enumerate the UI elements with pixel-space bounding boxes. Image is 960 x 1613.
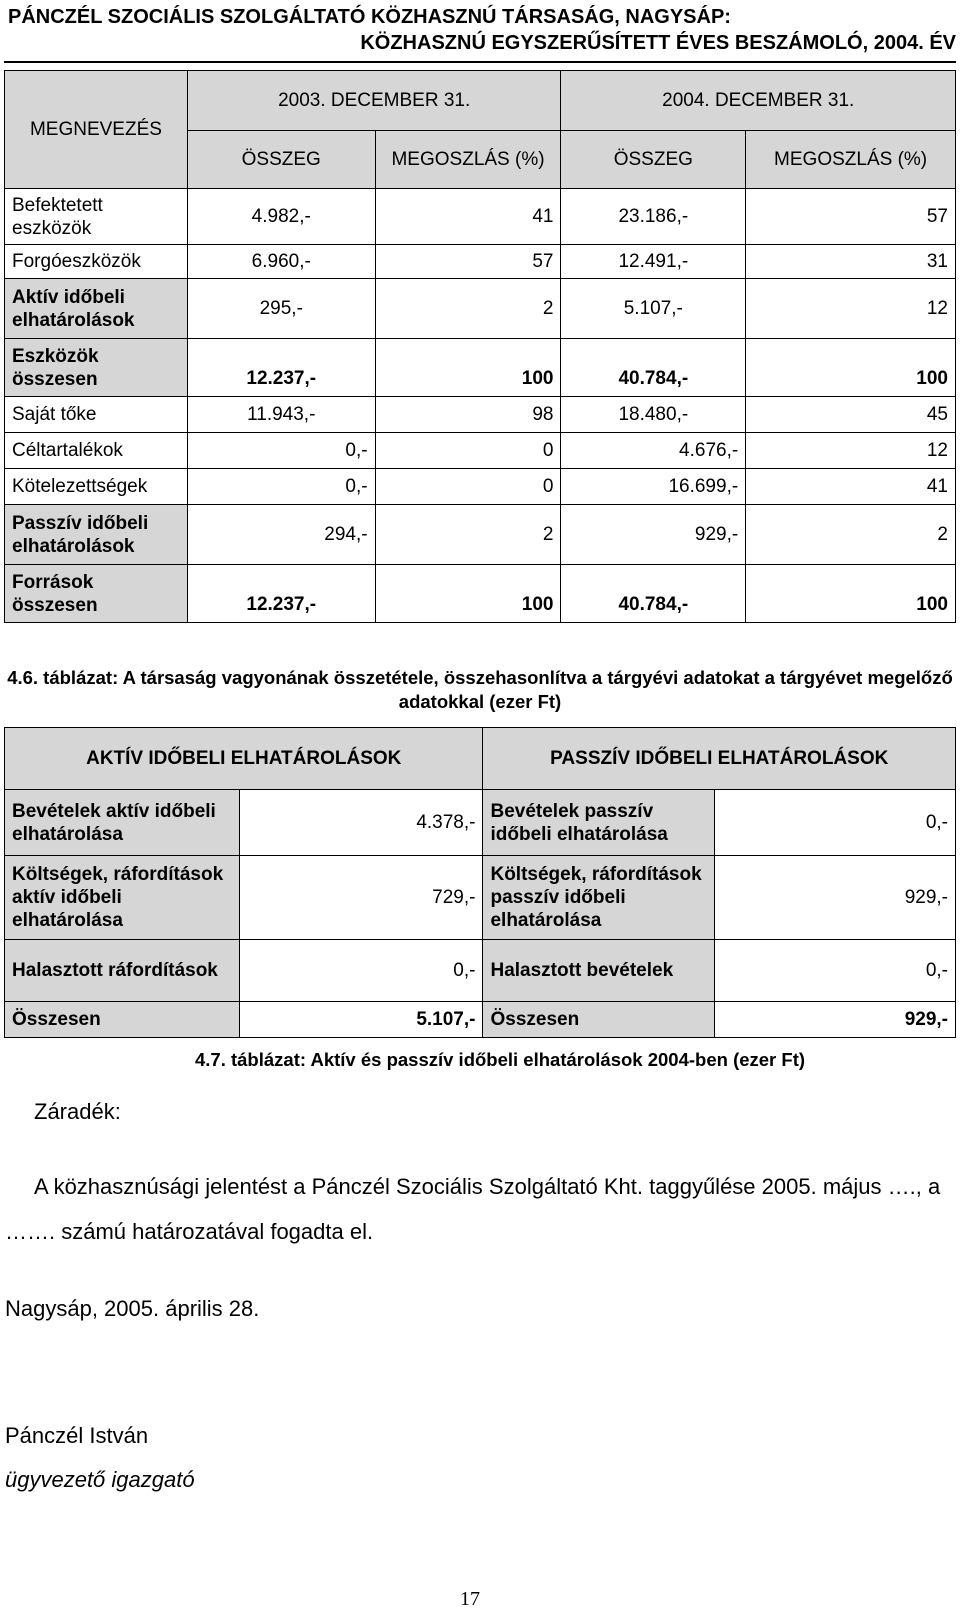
cell-megoszlas-2003: 2 — [375, 279, 561, 339]
cell-megoszlas-2003: 0 — [375, 469, 561, 505]
left-row-value: 0,- — [239, 940, 483, 1002]
cell-osszeg-2004: 40.784,- — [561, 565, 746, 623]
cell-megoszlas-2004: 2 — [746, 505, 956, 565]
table-row — [5, 433, 956, 469]
cell-osszeg-2003: 6.960,- — [187, 245, 375, 279]
left-row-value: 729,- — [239, 856, 483, 940]
col-header-osszeg-2003: ÖSSZEG — [187, 131, 375, 189]
cell-osszeg-2004: 16.699,- — [561, 469, 746, 505]
cell-megoszlas-2004: 12 — [746, 279, 956, 339]
header-aktiv-elhatarolasok: AKTÍV IDŐBELI ELHATÁROLÁSOK — [5, 728, 483, 790]
report-header-line1: PÁNCZÉL SZOCIÁLIS SZOLGÁLTATÓ KÖZHASZNÚ TÁRSASÁG, NAGYSÁP: — [8, 6, 731, 28]
right-row-label: Bevételek passzív időbeli elhatárolása — [483, 790, 715, 856]
cell-osszeg-2004: 4.676,- — [561, 433, 746, 469]
left-total-value: 5.107,- — [239, 1002, 483, 1038]
cell-megoszlas-2003: 100 — [375, 339, 561, 397]
table-row — [5, 790, 956, 856]
signer-role: ügyvezető igazgató — [5, 1467, 195, 1492]
row-label: Aktív időbeli elhatárolások — [5, 279, 188, 339]
right-row-value: 929,- — [715, 856, 956, 940]
table-row — [5, 189, 956, 245]
col-header-year-2004: 2004. DECEMBER 31. — [561, 71, 956, 131]
cell-osszeg-2003: 0,- — [187, 469, 375, 505]
right-row-value: 0,- — [715, 790, 956, 856]
cell-megoszlas-2004: 12 — [746, 433, 956, 469]
row-label: Céltartalékok — [5, 433, 188, 469]
table-row-total — [5, 339, 956, 397]
table-row-total — [5, 1002, 956, 1038]
table-row — [5, 279, 956, 339]
cell-megoszlas-2004: 100 — [746, 339, 956, 397]
cell-megoszlas-2003: 2 — [375, 505, 561, 565]
cell-osszeg-2003: 12.237,- — [187, 339, 375, 397]
cell-osszeg-2004: 5.107,- — [561, 279, 746, 339]
cell-osszeg-2003: 0,- — [187, 433, 375, 469]
left-row-label: Költségek, ráfordítások aktív időbeli elhatárolása — [5, 856, 240, 940]
table-row — [5, 940, 956, 1002]
cell-megoszlas-2003: 0 — [375, 433, 561, 469]
header-divider — [4, 61, 956, 63]
cell-megoszlas-2004: 31 — [746, 245, 956, 279]
cell-megoszlas-2003: 41 — [375, 189, 561, 245]
table-caption-4-6: 4.6. táblázat: A társaság vagyonának összetétele, összehasonlítva a tárgyévi adatokat a tárgyévet megelőző adatokkal (ezer Ft) — [7, 667, 953, 712]
left-row-label: Halasztott ráfordítások — [5, 940, 240, 1002]
table-row-total — [5, 565, 956, 623]
row-label: Saját tőke — [5, 397, 188, 433]
right-row-value: 0,- — [715, 940, 956, 1002]
cell-osszeg-2003: 294,- — [187, 505, 375, 565]
cell-osszeg-2004: 12.491,- — [561, 245, 746, 279]
balance-table — [4, 70, 956, 623]
table-caption-4-7: 4.7. táblázat: Aktív és passzív időbeli elhatárolások 2004-ben (ezer Ft) — [194, 1049, 806, 1070]
cell-osszeg-2003: 12.237,- — [187, 565, 375, 623]
right-total-label: Összesen — [483, 1002, 715, 1038]
row-label: Forgóeszközök — [5, 245, 188, 279]
table-row — [5, 856, 956, 940]
page-number: 17 — [460, 1588, 480, 1610]
report-header-line2: KÖZHASZNÚ EGYSZERŰSÍTETT ÉVES BESZÁMOLÓ, 2004. ÉV — [360, 32, 956, 54]
table-row — [5, 245, 956, 279]
cell-megoszlas-2003: 98 — [375, 397, 561, 433]
right-row-label: Halasztott bevételek — [483, 940, 715, 1002]
col-header-megoszlas-2004: MEGOSZLÁS (%) — [746, 131, 956, 189]
cell-megoszlas-2004: 41 — [746, 469, 956, 505]
cell-osszeg-2003: 295,- — [187, 279, 375, 339]
cell-megoszlas-2004: 45 — [746, 397, 956, 433]
cell-megoszlas-2003: 57 — [375, 245, 561, 279]
col-header-megoszlas-2003: MEGOSZLÁS (%) — [375, 131, 561, 189]
col-header-osszeg-2004: ÖSSZEG — [561, 131, 746, 189]
cell-osszeg-2004: 23.186,- — [561, 189, 746, 245]
row-label: Eszközök összesen — [5, 339, 188, 397]
left-row-label: Bevételek aktív időbeli elhatárolása — [5, 790, 240, 856]
cell-megoszlas-2003: 100 — [375, 565, 561, 623]
row-label: Kötelezettségek — [5, 469, 188, 505]
col-header-megnevezes: MEGNEVEZÉS — [5, 71, 188, 189]
row-label: Források összesen — [5, 565, 188, 623]
cell-osszeg-2004: 929,- — [561, 505, 746, 565]
right-row-label: Költségek, ráfordítások passzív időbeli elhatárolása — [483, 856, 715, 940]
left-row-value: 4.378,- — [239, 790, 483, 856]
place-date: Nagysáp, 2005. április 28. — [5, 1296, 260, 1321]
header-passziv-elhatarolasok: PASSZÍV IDŐBELI ELHATÁROLÁSOK — [483, 728, 956, 790]
row-label: Befektetett eszközök — [5, 189, 188, 245]
cell-osszeg-2004: 18.480,- — [561, 397, 746, 433]
cell-megoszlas-2004: 100 — [746, 565, 956, 623]
cell-osszeg-2004: 40.784,- — [561, 339, 746, 397]
left-total-label: Összesen — [5, 1002, 240, 1038]
signer-name: Pánczél István — [5, 1423, 149, 1448]
clause-heading: Záradék: — [34, 1099, 121, 1124]
row-label: Passzív időbeli elhatárolások — [5, 505, 188, 565]
accruals-table — [4, 727, 956, 1038]
right-total-value: 929,- — [715, 1002, 956, 1038]
clause-paragraph: A közhasznúsági jelentést a Pánczél Szociális Szolgáltató Kht. taggyűlése 2005. május …., a ……. számú határozatával fogadta el. — [5, 1174, 941, 1244]
table-row — [5, 397, 956, 433]
cell-osszeg-2003: 11.943,- — [187, 397, 375, 433]
table-row — [5, 469, 956, 505]
col-header-year-2003: 2003. DECEMBER 31. — [187, 71, 561, 131]
cell-osszeg-2003: 4.982,- — [187, 189, 375, 245]
cell-megoszlas-2004: 57 — [746, 189, 956, 245]
table-row — [5, 505, 956, 565]
